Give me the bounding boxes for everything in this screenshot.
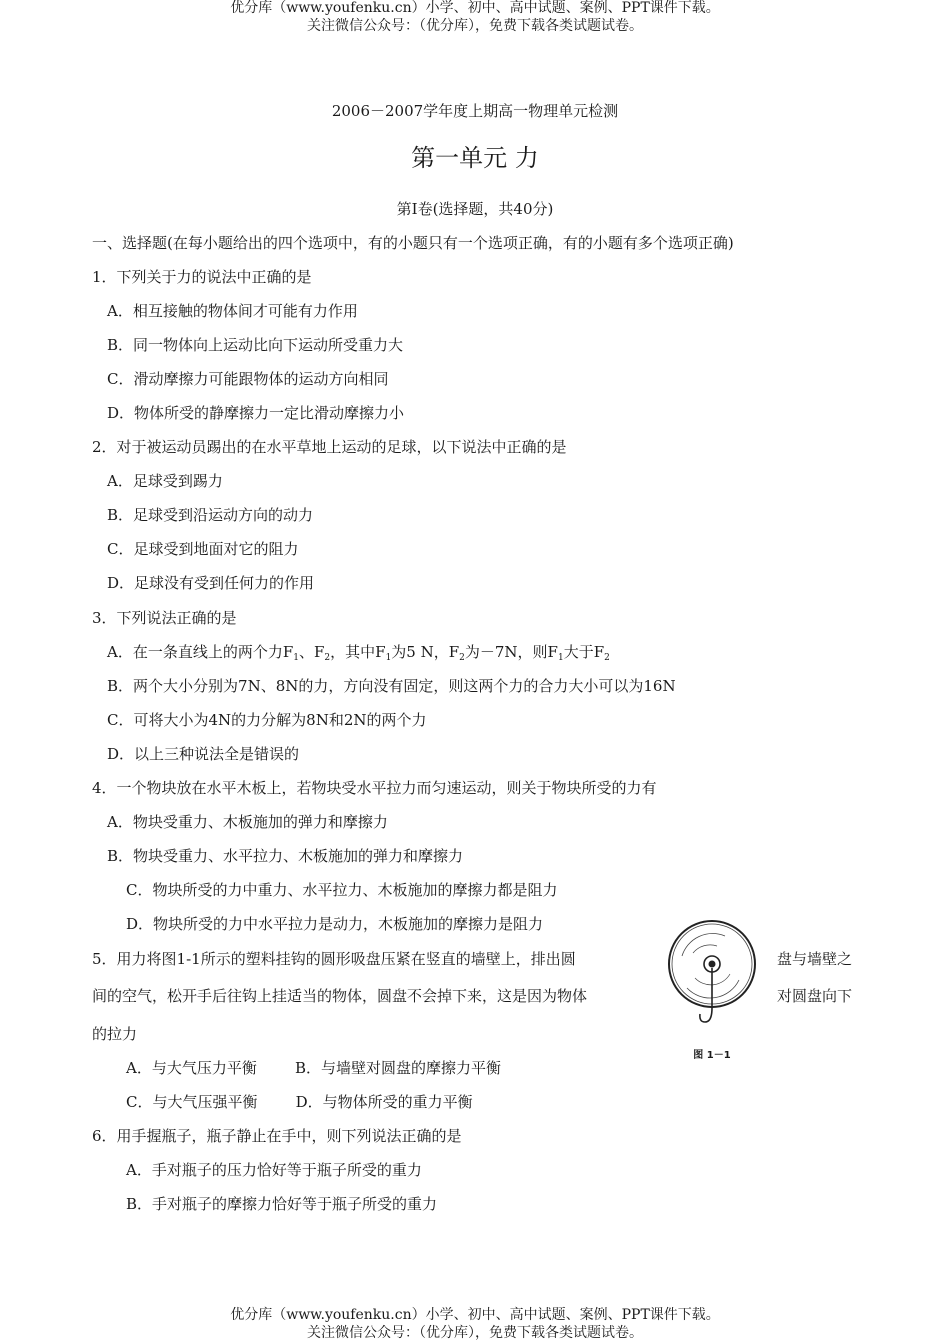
question-2-option-b: B．足球受到沿运动方向的动力 [107,506,314,524]
figure-caption: 图 1－1 [693,1050,731,1061]
question-5-options-cd: C．与大气压强平衡 D．与物体所受的重力平衡 [126,1093,473,1111]
header-line-1: 优分库（www.youfenku.cn）小学、初中、高中试题、案例、PPT课件下载。 [230,0,720,16]
question-4-option-d: D．物块所受的力中水平拉力是动力，木板施加的摩擦力是阻力 [126,915,544,933]
question-6-stem: 6．用手握瓶子，瓶子静止在手中，则下列说法正确的是 [92,1127,462,1145]
section-heading: 一、选择题(在每小题给出的四个选项中，有的小题只有一个选项正确，有的小题有多个选项正确) [92,234,734,252]
question-5-line-3: 的拉力 [92,1025,138,1043]
question-5-options-ab: A．与大气压力平衡 B．与墙壁对圆盘的摩擦力平衡 [126,1059,502,1077]
question-3-option-d: D．以上三种说法全是错误的 [107,745,300,763]
question-3-stem: 3．下列说法正确的是 [92,609,237,627]
question-5-line-2-right: 对圆盘向下 [777,987,853,1005]
suction-cup-hook-illustration [665,918,763,1040]
question-3-option-c: C．可将大小为4N的力分解为8N和2N的两个力 [107,711,427,729]
question-5-line-1-right: 盘与墙壁之 [777,950,853,968]
footer-line-1: 优分库（www.youfenku.cn）小学、初中、高中试题、案例、PPT课件下载。 [230,1307,720,1323]
question-2-option-d: D．足球没有受到任何力的作用 [107,574,315,592]
part-heading: 第Ⅰ卷(选择题，共40分) [396,200,554,218]
header-line-2: 关注微信公众号：（优分库），免费下载各类试题试卷。 [307,18,643,34]
question-3-option-a: A．在一条直线上的两个力$F_1$、$F_2$，其中$F_1$为5 N，$F_2$为－7N，则$F_1$大于$F_2$ [107,643,610,663]
figure-1-1 [665,918,763,1060]
question-4-option-a: A．物块受重力、木板施加的弹力和摩擦力 [107,813,388,831]
page-title: 第一单元 力 [411,144,539,172]
question-1-option-c: C．滑动摩擦力可能跟物体的运动方向相同 [107,370,389,388]
question-5-line-2-left: 间的空气，松开手后往钩上挂适当的物体，圆盘不会掉下来，这是因为物体 [92,987,588,1005]
question-4-stem: 4．一个物块放在水平木板上，若物块受水平拉力而匀速运动，则关于物块所受的力有 [92,779,657,797]
question-3-option-b: B．两个大小分别为7N、8N的力，方向没有固定，则这两个力的合力大小可以为16N [107,677,676,695]
question-1-stem: 1．下列关于力的说法中正确的是 [92,268,312,286]
question-6-option-b: B．手对瓶子的摩擦力恰好等于瓶子所受的重力 [126,1195,438,1213]
question-5-line-1-left: 5．用力将图1-1所示的塑料挂钩的圆形吸盘压紧在竖直的墙壁上，排出圆 [92,950,576,968]
question-2-stem: 2．对于被运动员踢出的在水平草地上运动的足球，以下说法中正确的是 [92,438,567,456]
question-2-option-a: A．足球受到踢力 [107,472,223,490]
question-1-option-a: A．相互接触的物体间才可能有力作用 [107,302,358,320]
question-1-option-d: D．物体所受的静摩擦力一定比滑动摩擦力小 [107,404,405,422]
question-6-option-a: A．手对瓶子的压力恰好等于瓶子所受的重力 [126,1161,422,1179]
question-4-option-b: B．物块受重力、水平拉力、木板施加的弹力和摩擦力 [107,847,464,865]
exam-subtitle: 2006－2007学年度上期高一物理单元检测 [331,102,619,120]
footer-line-2: 关注微信公众号：（优分库），免费下载各类试题试卷。 [307,1325,643,1341]
question-4-option-c: C．物块所受的力中重力、水平拉力、木板施加的摩擦力都是阻力 [126,881,558,899]
question-2-option-c: C．足球受到地面对它的阻力 [107,540,299,558]
question-1-option-b: B．同一物体向上运动比向下运动所受重力大 [107,336,404,354]
